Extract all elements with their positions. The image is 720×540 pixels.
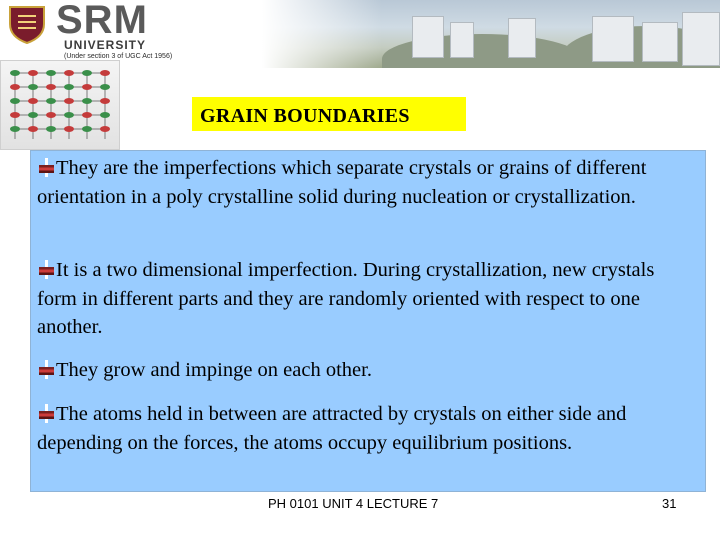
- bullet-item: [37, 400, 697, 457]
- bullet-text: They grow and impinge on each other.: [56, 359, 372, 381]
- bullet-text: It is a two dimensional imperfection. During crystallization, new crystals form in different parts and they are randomly oriented with respect to one another.: [37, 259, 655, 338]
- bullet-item: [37, 154, 697, 211]
- bullet-icon: [37, 404, 55, 422]
- content-box: [30, 150, 706, 492]
- slide-title: GRAIN BOUNDARIES: [200, 105, 410, 127]
- bullet-item: [37, 356, 697, 385]
- bullet-icon: [37, 360, 55, 378]
- bullet-text: The atoms held in between are attracted by crystals on either side and depending on the forces, the atoms occupy equilibrium positions.: [37, 403, 627, 454]
- logo-subtitle: UNIVERSITY: [64, 38, 147, 52]
- university-crest-icon: [6, 4, 48, 44]
- bullet-icon: [37, 158, 55, 176]
- footer-course-label: PH 0101 UNIT 4 LECTURE 7: [268, 496, 439, 511]
- logo-note: (Under section 3 of UGC Act 1956): [64, 53, 173, 60]
- lattice-model-icon: [1, 61, 119, 149]
- bullet-item: [37, 256, 697, 342]
- logo-text: SRM: [56, 0, 148, 42]
- bullet-text: They are the imperfections which separate crystals or grains of different orientation in a poly crystalline solid during nucleation or crystallization.: [37, 157, 647, 208]
- crystal-lattice-image: [0, 60, 120, 150]
- header-banner: [0, 0, 720, 68]
- slide-title-box: [192, 97, 466, 131]
- slide-number: 31: [662, 496, 677, 511]
- bullet-icon: [37, 260, 55, 278]
